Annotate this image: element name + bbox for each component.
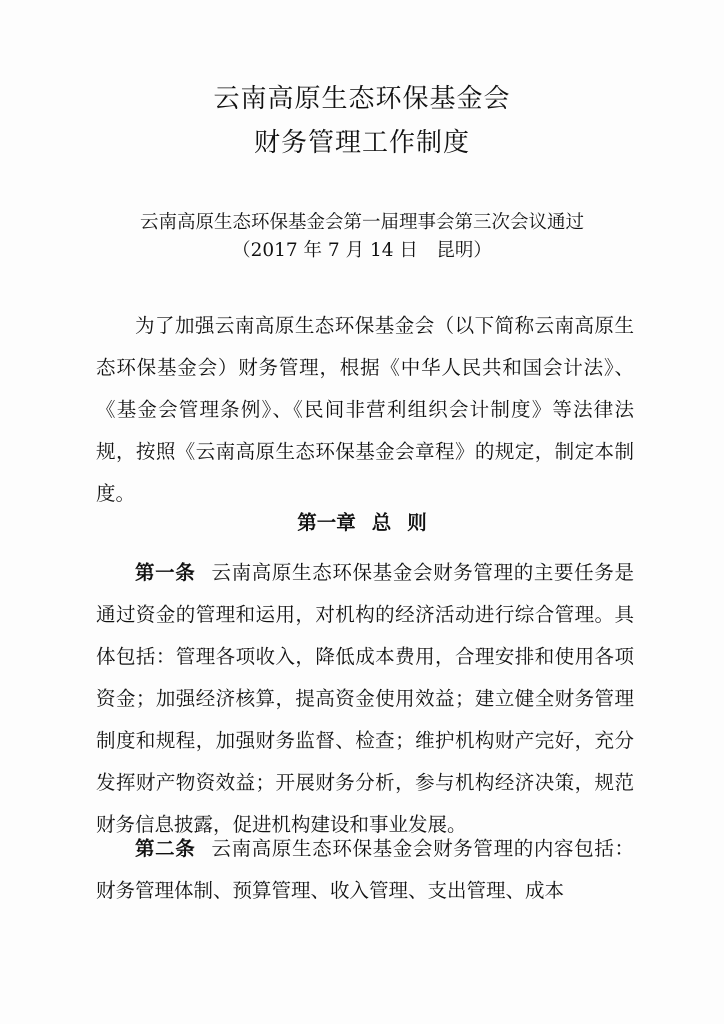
article-1 (96, 552, 634, 846)
chapter-name-part-1: 总 (371, 511, 392, 534)
article-2 (96, 828, 634, 912)
approval-date: （2017 年 7 月 14 日 昆明） (232, 240, 492, 261)
chapter-number: 第一章 (297, 511, 356, 534)
chapter-heading (0, 508, 724, 538)
article-2-label: 第二条 (135, 837, 196, 860)
intro-paragraph: 为了加强云南高原生态环保基金会（以下简称云南高原生态环保基金会）财务管理，根据《中华人民共和国会计法》、《基金会管理条例》、《民间非营利组织会计制度》等法律法规，按照《云南高原生态环保基金会章程》的规定，制定本制度。 (96, 314, 634, 505)
document-title-line-1: 云南高原生态环保基金会 (213, 84, 511, 114)
document-title-line-2: 财务管理工作制度 (253, 128, 470, 158)
article-1-text: 云南高原生态环保基金会财务管理的主要任务是通过资金的管理和运用，对机构的经济活动进行综合管理。具体包括：管理各项收入，降低成本费用，合理安排和使用各项资金；加强经济核算，提高资金使用效益；建立健全财务管理制度和规程，加强财务监督、检查；维护机构财产完好，充分发挥财产物资效益；开展财务分析，参与机构经济决策，规范财务信息披露，促进机构建设和事业发展。 (96, 561, 634, 836)
approval-note: 云南高原生态环保基金会第一届理事会第三次会议通过 (139, 212, 584, 233)
article-2-text: 云南高原生态环保基金会财务管理的内容包括：财务管理体制、预算管理、收入管理、支出管理、成本 (96, 837, 634, 902)
chapter-name-part-2: 则 (407, 511, 427, 534)
article-1-label: 第一条 (135, 561, 196, 584)
